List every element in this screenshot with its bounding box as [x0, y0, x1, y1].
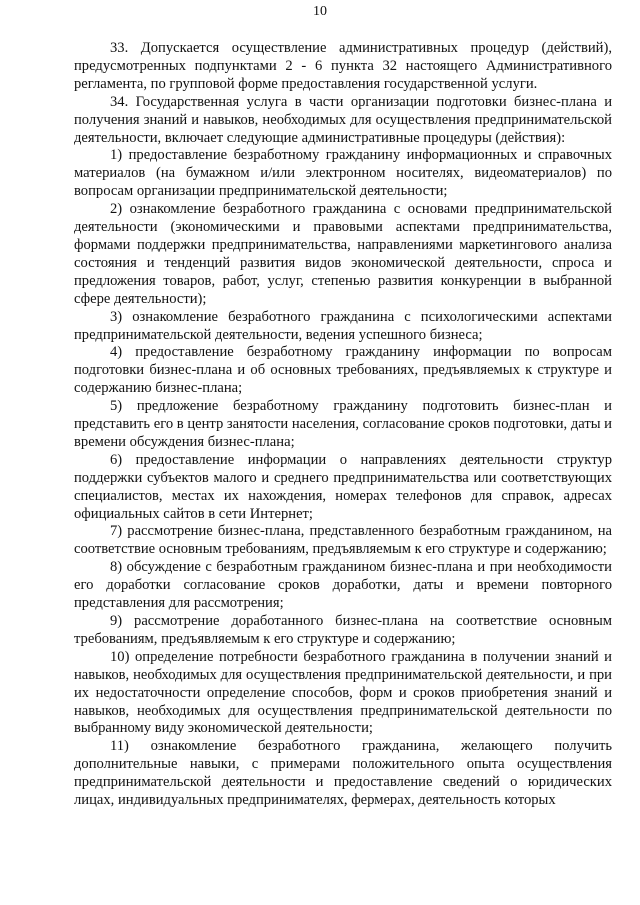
list-item-1: 1) предоставление безработному гражданину информационных и справочных материалов (на бумажном и/или электронном носителях, видеоматериалов) по вопросам организации предпринимательской деятельности;: [74, 147, 612, 200]
list-item-8: 8) обсуждение с безработным гражданином бизнес-плана и при необходимости его доработки согласование сроков доработки, даты и времени повторного представления для рассмотрения;: [74, 559, 612, 612]
list-item-4: 4) предоставление безработному гражданину информации по вопросам подготовки бизнес-плана и об основных требованиях, предъявляемых к структуре и содержанию бизнес-плана;: [74, 344, 612, 397]
list-item-5: 5) предложение безработному гражданину подготовить бизнес-план и представить его в центр занятости населения, согласование сроков подготовки, даты и времени обсуждения бизнес-плана;: [74, 398, 612, 450]
paragraph-33: 33. Допускается осуществление административных процедур (действий), предусмотренных подпунктами 2 - 6 пункта 32 настоящего Административного регламента, по групповой форме предоставления государственной услуги.: [74, 40, 612, 92]
list-item-6: 6) предоставление информации о направлениях деятельности структур поддержки субъектов малого и среднего предпринимательства или соответствующих специалистов, местах их нахождения, номерах телефонов для справок, адресах официальных сайтов в сети Интернет;: [74, 451, 612, 522]
page-body: [74, 40, 612, 810]
list-item-7: 7) рассмотрение бизнес-плана, представленного безработным гражданином, на соответствие основным требованиям, предъявляемым к его структуре и содержанию;: [74, 523, 612, 558]
list-item-9: 9) рассмотрение доработанного бизнес-плана на соответствие основным требованиям, предъявляемым к его структуре и содержанию;: [74, 613, 612, 647]
list-item-2: 2) ознакомление безработного гражданина с основами предпринимательской деятельности (экономическими и правовыми аспектами предпринимательства, формами поддержки предпринимательства, направлениями маркетингового анализа состояния и тенденций развития видов экономической деятельности, спроса и предложения товаров, работ, услуг, степенью развития конкуренции в выбранной сфере деятельности);: [74, 201, 612, 307]
page-number: 10: [313, 4, 327, 19]
list-item-11: 11) ознакомление безработного гражданина, желающего получить дополнительные навыки, с примерами положительного опыта осуществления предпринимательской деятельности и предоставление сведений о юридических лицах, индивидуальных предпринимателях, фермерах, деятельность которых: [74, 738, 612, 809]
paragraph-34: 34. Государственная услуга в части организации подготовки бизнес-плана и получения знаний и навыков, необходимых для осуществления предпринимательской деятельности, включает следующие административные процедуры (действия):: [74, 93, 612, 146]
list-item-3: 3) ознакомление безработного гражданина с психологическими аспектами предпринимательской деятельности, ведения успешного бизнеса;: [74, 308, 612, 343]
list-item-10: 10) определение потребности безработного гражданина в получении знаний и навыков, необходимых для осуществления предпринимательской деятельности, и при их недостаточности определение способов, форм и сроков приобретения знаний и навыков, необходимых для осуществления предпринимательской деятельности по выбранному виду экономической деятельности;: [74, 648, 612, 737]
